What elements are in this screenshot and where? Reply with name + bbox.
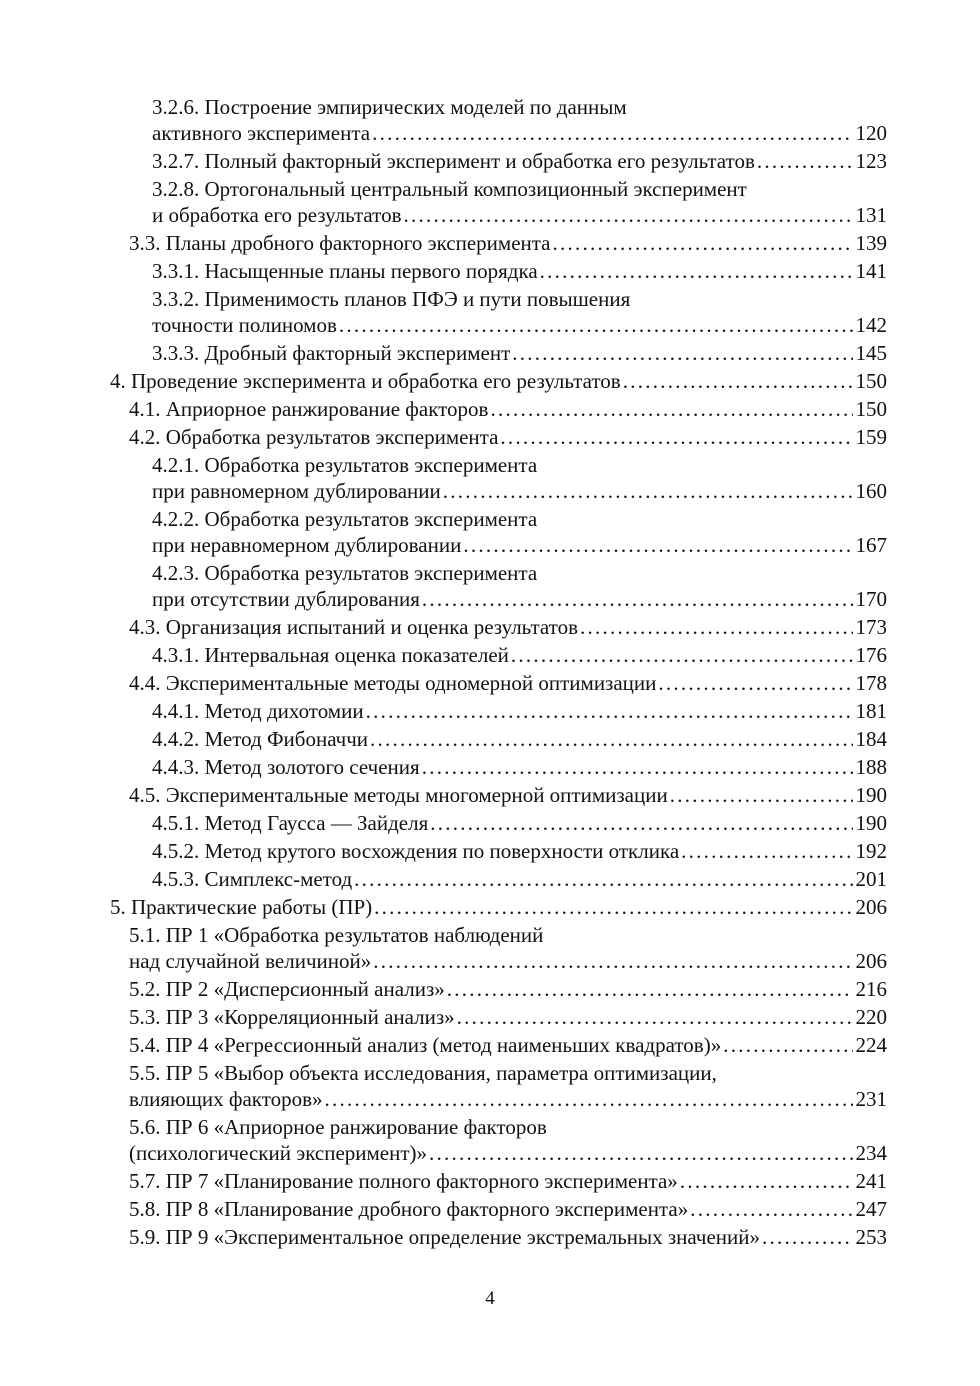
toc-entry-page-number: 184 [855,727,887,751]
toc-entry-page-number: 216 [855,977,887,1001]
toc-entry-title: 4.1. Априорное ранжирование факторов [129,397,489,421]
dot-leader [670,781,853,809]
dot-leader [511,641,853,669]
toc-entry-page-number: 142 [855,313,887,337]
toc-entry[interactable] [110,725,887,753]
toc-entry-line [129,229,887,257]
toc-entry-line [152,147,887,175]
dot-leader [443,477,853,505]
toc-entry[interactable] [110,781,887,809]
toc-entry[interactable] [110,505,887,559]
toc-entry-title: 4. Проведение эксперимента и обработка его результатов [110,369,621,393]
toc-entry-page-number: 159 [855,425,887,449]
toc-entry-line [152,585,887,613]
toc-entry-line [152,809,887,837]
table-of-contents [110,93,887,1251]
toc-entry[interactable] [110,367,887,395]
toc-entry-line [152,753,887,781]
toc-entry-line [129,1195,887,1223]
dot-leader [512,339,852,367]
toc-entry-line [152,725,887,753]
toc-entry[interactable] [110,1195,887,1223]
dot-leader [553,229,853,257]
dot-leader [430,809,852,837]
toc-entry-title: точности полиномов [152,313,337,337]
toc-entry-title-line: 3.2.6. Построение эмпирических моделей по данным [152,95,627,119]
toc-entry-line [129,1223,887,1251]
toc-entry[interactable] [110,559,887,613]
toc-entry-line [129,669,887,697]
dot-leader [690,1195,852,1223]
toc-entry-title: 5.2. ПР 2 «Дисперсионный анализ» [129,977,445,1001]
toc-entry-page-number: 123 [855,149,887,173]
toc-entry[interactable] [110,147,887,175]
toc-entry[interactable] [110,809,887,837]
toc-entry-page-number: 170 [855,587,887,611]
toc-entry[interactable] [110,1003,887,1031]
toc-entry-title-line: 3.2.8. Ортогональный центральный композиционный эксперимент [152,177,747,201]
toc-entry[interactable] [110,697,887,725]
toc-entry-page-number: 150 [855,397,887,421]
toc-entry-page-number: 145 [855,341,887,365]
toc-entry-title-line: 5.6. ПР 6 «Априорное ранжирование факторов [129,1115,547,1139]
toc-entry-line [129,975,887,1003]
toc-entry[interactable] [110,921,887,975]
toc-entry-page-number: 190 [855,783,887,807]
toc-entry-title: 5.7. ПР 7 «Планирование полного факторного эксперимента» [129,1169,678,1193]
toc-entry-page-number: 139 [855,231,887,255]
toc-entry-line [129,947,887,975]
toc-entry-page-number: 224 [855,1033,887,1057]
toc-entry-title: (психологический эксперимент)» [129,1141,428,1165]
toc-entry-line [152,311,887,339]
toc-entry-page-number: 201 [855,867,887,891]
toc-entry[interactable] [110,975,887,1003]
toc-entry-page-number: 234 [855,1141,887,1165]
toc-entry[interactable] [110,893,887,921]
toc-entry-line [152,201,887,229]
dot-leader [374,893,852,921]
dot-leader [762,1223,853,1251]
dot-leader [500,423,852,451]
toc-entry-page-number: 220 [855,1005,887,1029]
toc-entry-line [129,1085,887,1113]
toc-entry-line [129,423,887,451]
toc-entry-line [152,257,887,285]
dot-leader [658,669,852,697]
toc-entry-line [152,339,887,367]
dot-leader [580,613,853,641]
toc-entry[interactable] [110,1059,887,1113]
dot-leader [354,865,852,893]
toc-entry-title: над случайной величиной» [129,949,372,973]
dot-leader [680,1167,853,1195]
toc-entry-page-number: 150 [855,369,887,393]
toc-entry-line [152,697,887,725]
toc-entry-line [152,477,887,505]
toc-entry-title: влияющих факторов» [129,1087,323,1111]
toc-entry-line [129,1003,887,1031]
toc-entry-page-number: 181 [855,699,887,723]
toc-entry[interactable] [110,339,887,367]
toc-entry[interactable] [110,257,887,285]
toc-entry-title: 4.3. Организация испытаний и оценка результатов [129,615,578,639]
toc-entry-page-number: 206 [855,949,887,973]
toc-entry-page-number: 167 [855,533,887,557]
toc-entry-title-line: 4.2.2. Обработка результатов эксперимента [152,507,538,531]
toc-entry-line [152,641,887,669]
toc-entry-title: 4.3.1. Интервальная оценка показателей [152,643,509,667]
toc-entry-page-number: 253 [855,1225,887,1249]
toc-entry[interactable] [110,865,887,893]
toc-entry-title: 5.4. ПР 4 «Регрессионный анализ (метод наименьших квадратов)» [129,1033,722,1057]
toc-entry-line [129,395,887,423]
toc-entry-title: 4.4.1. Метод дихотомии [152,699,364,723]
toc-entry-page-number: 131 [855,203,887,227]
toc-entry-title: 4.5.1. Метод Гаусса — Зайделя [152,811,429,835]
toc-entry-title-line: 4.2.1. Обработка результатов эксперимента [152,453,538,477]
toc-entry-line [129,613,887,641]
toc-entry[interactable] [110,451,887,505]
toc-entry-title: 5. Практические работы (ПР) [110,895,373,919]
dot-leader [723,1031,852,1059]
dot-leader [373,947,852,975]
dot-leader [325,1085,853,1113]
toc-entry-line [129,1167,887,1195]
toc-entry-line [152,119,887,147]
toc-entry-title: 4.5.3. Симплекс-метод [152,867,353,891]
toc-entry-title: 3.3. Планы дробного факторного эксперимента [129,231,551,255]
toc-entry-title: при отсутствии дублирования [152,587,420,611]
toc-entry-page-number: 206 [855,895,887,919]
dot-leader [757,147,853,175]
toc-entry[interactable] [110,1113,887,1167]
toc-entry-page-number: 241 [855,1169,887,1193]
toc-entry[interactable] [110,285,887,339]
toc-entry-title: 4.5.2. Метод крутого восхождения по поверхности отклика [152,839,680,863]
dot-leader [429,1139,852,1167]
toc-entry-title: 3.3.1. Насыщенные планы первого порядка [152,259,538,283]
toc-entry-page-number: 247 [855,1197,887,1221]
toc-entry-title: при неравномерном дублировании [152,533,462,557]
toc-entry-page-number: 141 [855,259,887,283]
toc-entry[interactable] [110,1031,887,1059]
page-number: 4 [485,1288,495,1309]
toc-entry[interactable] [110,1223,887,1251]
toc-entry-title-line: 5.5. ПР 5 «Выбор объекта исследования, параметра оптимизации, [129,1061,717,1085]
toc-entry[interactable] [110,93,887,147]
toc-entry-page-number: 120 [855,121,887,145]
toc-entry-line [110,893,887,921]
toc-entry-line [129,1031,887,1059]
toc-entry-title-line: 5.1. ПР 1 «Обработка результатов наблюдений [129,923,544,947]
toc-entry[interactable] [110,423,887,451]
toc-entry-title: 5.9. ПР 9 «Экспериментальное определение экстремальных значений» [129,1225,760,1249]
dot-leader [681,837,852,865]
dot-leader [457,1003,853,1031]
toc-entry-page-number: 160 [855,479,887,503]
toc-entry-title: активного эксперимента [152,121,371,145]
toc-entry-title: 4.5. Экспериментальные методы многомерной оптимизации [129,783,668,807]
dot-leader [404,201,853,229]
toc-entry-page-number: 190 [855,811,887,835]
dot-leader [447,975,853,1003]
toc-entry[interactable] [110,175,887,229]
toc-entry[interactable] [110,669,887,697]
dot-leader [463,531,852,559]
toc-entry[interactable] [110,395,887,423]
toc-entry-title: 4.4. Экспериментальные методы одномерной оптимизации [129,671,657,695]
dot-leader [540,257,853,285]
dot-leader [422,753,853,781]
toc-entry[interactable] [110,753,887,781]
dot-leader [370,725,852,753]
toc-entry-title: 3.3.3. Дробный факторный эксперимент [152,341,511,365]
toc-entry-page-number: 188 [855,755,887,779]
toc-entry[interactable] [110,1167,887,1195]
toc-entry-title: 3.2.7. Полный факторный эксперимент и обработка его результатов [152,149,755,173]
dot-leader [623,367,853,395]
toc-entry-title: 5.8. ПР 8 «Планирование дробного факторного эксперимента» [129,1197,689,1221]
dot-leader [372,119,852,147]
toc-entry[interactable] [110,837,887,865]
toc-entry-page-number: 178 [855,671,887,695]
toc-entry-page-number: 176 [855,643,887,667]
dot-leader [339,311,853,339]
toc-entry-page-number: 173 [855,615,887,639]
toc-entry[interactable] [110,229,887,257]
toc-entry-title: и обработка его результатов [152,203,402,227]
toc-entry[interactable] [110,641,887,669]
dot-leader [490,395,852,423]
toc-entry-line [152,531,887,559]
toc-entry-line [152,837,887,865]
toc-entry[interactable] [110,613,887,641]
toc-entry-title-line: 3.3.2. Применимость планов ПФЭ и пути повышения [152,287,631,311]
dot-leader [422,585,853,613]
toc-entry-line [152,865,887,893]
toc-entry-page-number: 231 [855,1087,887,1111]
toc-entry-page-number: 192 [855,839,887,863]
toc-entry-line [129,781,887,809]
toc-entry-title: 4.4.3. Метод золотого сечения [152,755,420,779]
dot-leader [366,697,853,725]
toc-entry-title: 4.4.2. Метод Фибоначчи [152,727,369,751]
toc-entry-line [110,367,887,395]
toc-entry-title-line: 4.2.3. Обработка результатов эксперимента [152,561,538,585]
toc-entry-line [129,1139,887,1167]
toc-entry-title: 5.3. ПР 3 «Корреляционный анализ» [129,1005,455,1029]
toc-entry-title: 4.2. Обработка результатов эксперимента [129,425,499,449]
toc-entry-title: при равномерном дублировании [152,479,441,503]
